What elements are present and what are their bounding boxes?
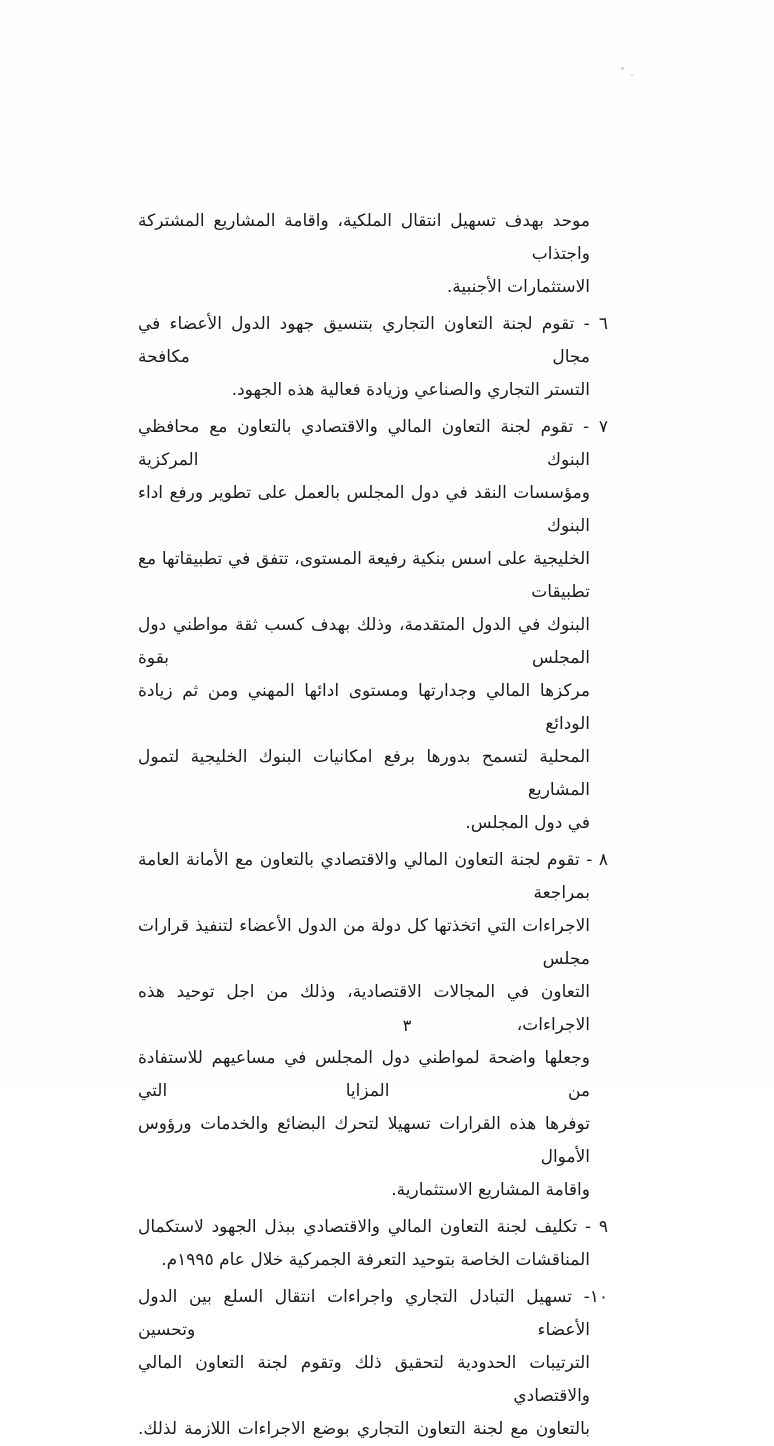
item-text: تقوم لجنة التعاون المالي والاقتصادي بالتعاون مع الأمانة العامة بمراجعة: [138, 850, 590, 903]
text-line: الترتيبات الحدودية لتحقيق ذلك وتقوم لجنة التعاون المالي والاقتصادي: [138, 1353, 590, 1406]
list-item-6: [138, 308, 608, 407]
item-text: تسهيل التبادل التجاري واجراءات انتقال السلع بين الدول الأعضاء وتحسين: [138, 1287, 590, 1340]
text-line: وجعلها واضحة لمواطني دول المجلس في مساعيهم للاستفادة من المزايا التي: [138, 1048, 590, 1101]
text-line: [138, 1281, 608, 1347]
text-line: الاستثمارات الأجنبية.: [446, 277, 590, 297]
page-number: ٣: [402, 1016, 412, 1035]
item-number: ٨ -: [586, 850, 608, 870]
text-line: التعاون في المجالات الاقتصادية، وذلك من اجل توحيد هذه الاجراءات،: [138, 982, 590, 1035]
item-number: ٧ -: [582, 417, 608, 437]
item-number: ٩ -: [584, 1217, 608, 1237]
item-text: تكليف لجنة التعاون المالي والاقتصادي ببذل الجهود لاستكمال: [138, 1217, 578, 1237]
text-line: الخليجية على اسس بنكية رفيعة المستوى، تتفق في تطبيقاتها مع تطبيقات: [138, 549, 590, 602]
text-line: الاجراءات التي اتخذتها كل دولة من الدول الأعضاء لتنفيذ قرارات مجلس: [138, 916, 590, 969]
list-item-7: [138, 411, 608, 840]
text-line: [138, 1211, 608, 1244]
list-item-10: [138, 1281, 608, 1446]
item-text: تقوم لجنة التعاون المالي والاقتصادي بالتعاون مع محافظي البنوك المركزية: [138, 417, 590, 470]
text-line: [138, 844, 608, 910]
text-line: ومؤسسات النقد في دول المجلس بالعمل على تطوير ورفع اداء البنوك: [138, 483, 590, 536]
document-body: [138, 205, 608, 1446]
scan-speck: [621, 67, 624, 70]
text-line: المحلية لتسمح بدورها برفع امكانيات البنوك الخليجية لتمول المشاريع: [138, 747, 590, 800]
item-number: ٦ -: [583, 314, 608, 334]
text-line: المناقشات الخاصة بتوحيد التعرفة الجمركية خلال عام ١٩٩٥م.: [161, 1250, 590, 1270]
intro-paragraph: [138, 205, 608, 304]
text-line: [138, 411, 608, 477]
item-text: تقوم لجنة التعاون التجاري بتنسيق جهود الدول الأعضاء في مجال مكافحة: [138, 314, 590, 367]
text-line: [138, 308, 608, 374]
item-number: ١٠-: [583, 1287, 608, 1307]
scan-speck: [631, 74, 633, 76]
text-line: بالتعاون مع لجنة التعاون التجاري بوضع الاجراءات اللازمة لذلك.: [138, 1419, 590, 1439]
text-line: التستر التجاري والصناعي وزيادة فعالية هذه الجهود.: [231, 380, 590, 400]
list-item-9: [138, 1211, 608, 1277]
text-line: مركزها المالي وجدارتها ومستوى ادائها المهني ومن ثم زيادة الودائع: [138, 681, 590, 734]
text-line: البنوك في الدول المتقدمة، وذلك بهدف كسب ثقة مواطني دول المجلس بقوة: [138, 615, 590, 668]
text-line: واقامة المشاريع الاستثمارية.: [391, 1180, 590, 1200]
text-line: في دول المجلس.: [465, 813, 590, 833]
text-line: توفرها هذه القرارات تسهيلا لتحرك البضائع والخدمات ورؤوس الأموال: [138, 1114, 590, 1167]
text-line: موحد بهدف تسهيل انتقال الملكية، واقامة المشاريع المشتركة واجتذاب: [138, 211, 590, 264]
list-item-8: [138, 844, 608, 1207]
